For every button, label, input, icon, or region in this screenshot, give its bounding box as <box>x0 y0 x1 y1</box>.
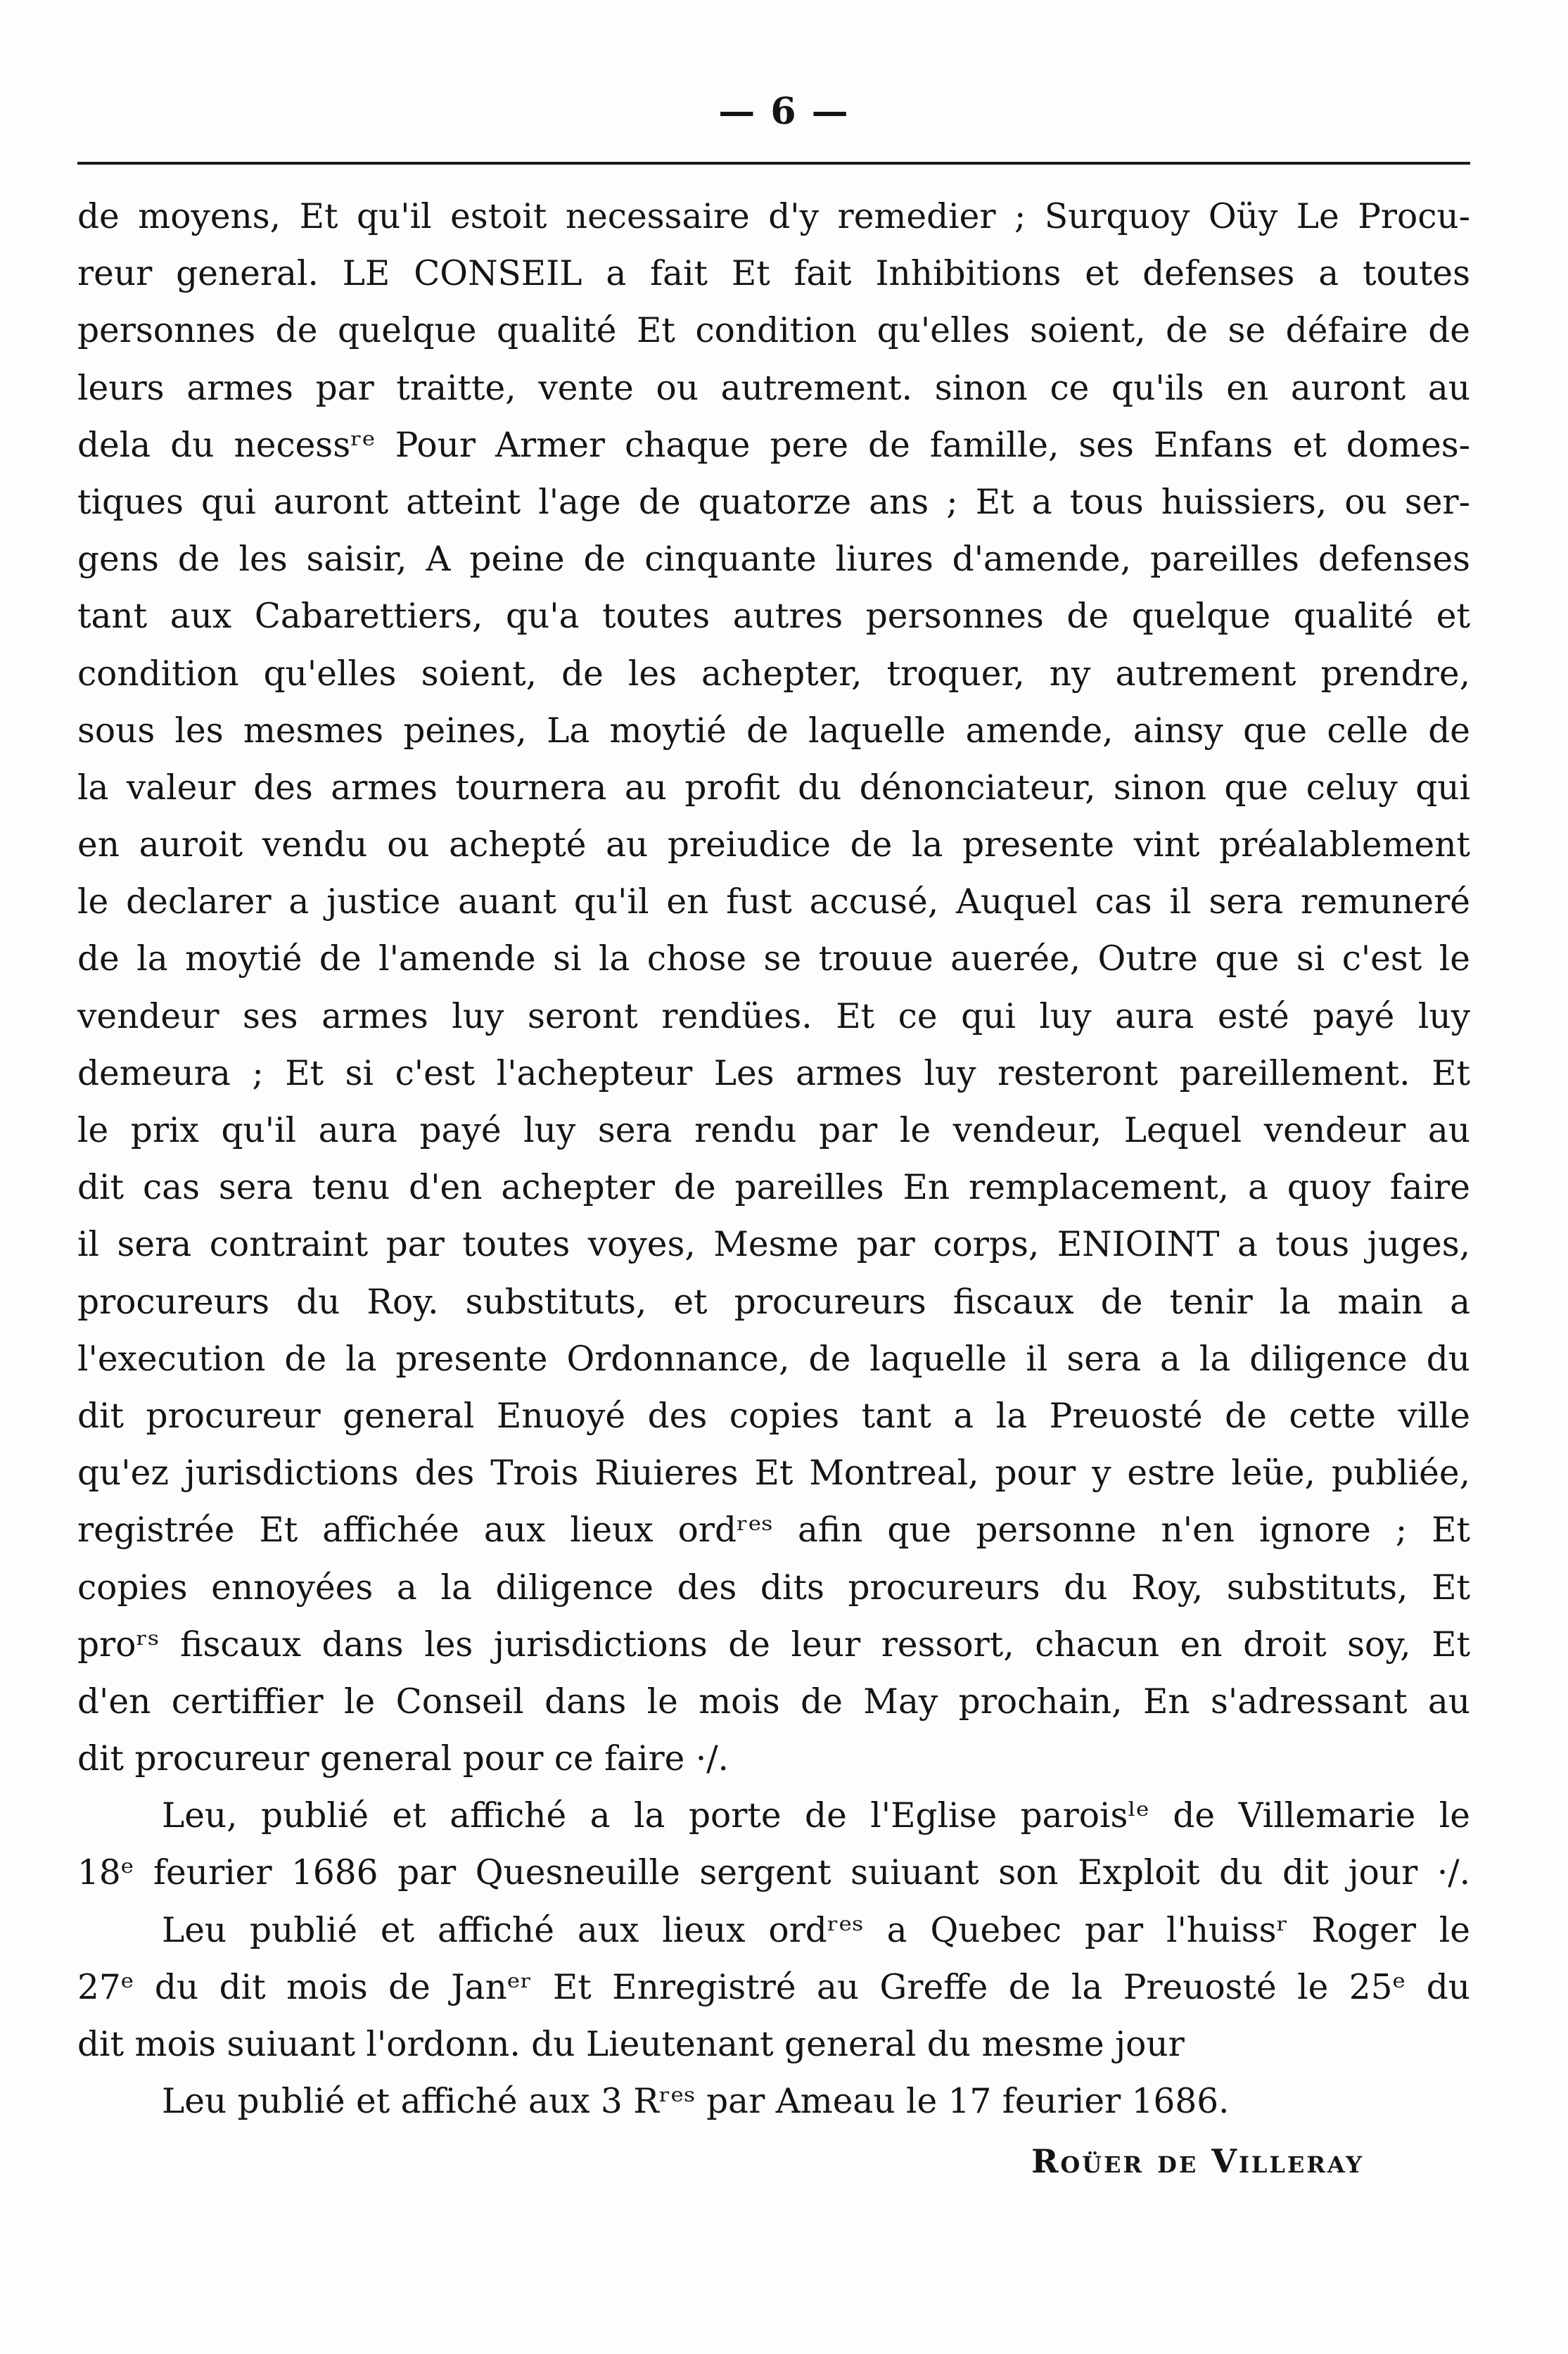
text-line: gens de les saisir, A peine de cinquante liures d'amende, pareilles defenses <box>77 540 1470 580</box>
text-line: l'execution de la presente Ordonnance, de laquelle il sera a la diligence du <box>77 1339 1470 1379</box>
text-line: 18ᵉ feurier 1686 par Quesneuille sergent suiuant son Exploit du dit jour ·/. <box>77 1853 1470 1893</box>
text-line: sous les mesmes peines, La moytié de laquelle amende, ainsy que celle de <box>77 711 1470 751</box>
text-line: Leu publié et affiché aux lieux ordʳᵉˢ a Quebec par l'huissʳ Roger le <box>162 1910 1470 1950</box>
signature: Roüer de Villeray <box>1031 2142 1364 2180</box>
text-line: d'en certiffier le Conseil dans le mois de May prochain, En s'adressant au <box>77 1681 1470 1722</box>
text-line: leurs armes par traitte, vente ou autrement. sinon ce qu'ils en auront au <box>77 368 1470 408</box>
text-line: de la moytié de l'amende si la chose se trouue auerée, Outre que si c'est le <box>77 939 1470 979</box>
text-line: reur general. LE CONSEIL a fait Et fait Inhibitions et defenses a toutes <box>77 254 1470 294</box>
ordinance-text <box>77 189 1470 2130</box>
text-line: vendeur ses armes luy seront rendües. Et ce qui luy aura esté payé luy <box>77 996 1470 1036</box>
page-number: — 6 — <box>718 90 850 133</box>
text-line: dela du necessʳᵉ Pour Armer chaque pere de famille, ses Enfans et domes- <box>77 425 1470 465</box>
text-line: proʳˢ fiscaux dans les jurisdictions de leur ressort, chacun en droit soy, Et <box>77 1624 1470 1665</box>
text-line: la valeur des armes tournera au profit du dénonciateur, sinon que celuy qui <box>77 768 1470 808</box>
text-line: demeura ; Et si c'est l'achepteur Les armes luy resteront pareillement. Et <box>77 1053 1470 1093</box>
text-line: personnes de quelque qualité Et condition qu'elles soient, de se défaire de <box>77 311 1470 351</box>
text-line: en auroit vendu ou achepté au preiudice de la presente vint préalablement <box>77 825 1470 865</box>
text-line: procureurs du Roy. substituts, et procureurs fiscaux de tenir la main a <box>77 1282 1470 1322</box>
text-line: dit procureur general pour ce faire ·/. <box>77 1739 729 1779</box>
text-line: tant aux Cabarettiers, qu'a toutes autres personnes de quelque qualité et <box>77 597 1470 637</box>
text-line: dit procureur general Enuoyé des copies tant a la Preuosté de cette ville <box>77 1396 1470 1436</box>
text-line: copies ennoyées a la diligence des dits procureurs du Roy, substituts, Et <box>77 1567 1470 1608</box>
header-rule <box>77 162 1470 165</box>
text-line: qu'ez jurisdictions des Trois Riuieres Et Montreal, pour y estre leüe, publiée, <box>77 1453 1470 1494</box>
text-line: dit cas sera tenu d'en achepter de pareilles En remplacement, a quoy faire <box>77 1168 1470 1208</box>
text-line: 27ᵉ du dit mois de Janᵉʳ Et Enregistré au Greffe de la Preuosté le 25ᵉ du <box>77 1967 1470 2007</box>
text-line: Leu publié et affiché aux 3 Rʳᵉˢ par Ameau le 17 feurier 1686. <box>162 2082 1230 2122</box>
text-line: condition qu'elles soient, de les achepter, troquer, ny autrement prendre, <box>77 654 1470 694</box>
text-line: tiques qui auront atteint l'age de quatorze ans ; Et a tous huissiers, ou ser- <box>77 482 1470 522</box>
text-line: il sera contraint par toutes voyes, Mesme par corps, ENIOINT a tous juges, <box>77 1225 1470 1265</box>
text-line: le prix qu'il aura payé luy sera rendu par le vendeur, Lequel vendeur au <box>77 1111 1470 1150</box>
text-line: le declarer a justice auant qu'il en fust accusé, Auquel cas il sera remuneré <box>77 882 1470 922</box>
text-line: Leu, publié et affiché a la porte de l'Eglise paroisˡᵉ de Villemarie le <box>162 1796 1470 1836</box>
text-line: de moyens, Et qu'il estoit necessaire d'y remedier ; Surquoy Oüy Le Procu- <box>77 197 1470 236</box>
text-line: dit mois suiuant l'ordonn. du Lieutenant general du mesme jour <box>77 2025 1185 2064</box>
text-line: registrée Et affichée aux lieux ordʳᵉˢ afin que personne n'en ignore ; Et <box>77 1510 1470 1551</box>
